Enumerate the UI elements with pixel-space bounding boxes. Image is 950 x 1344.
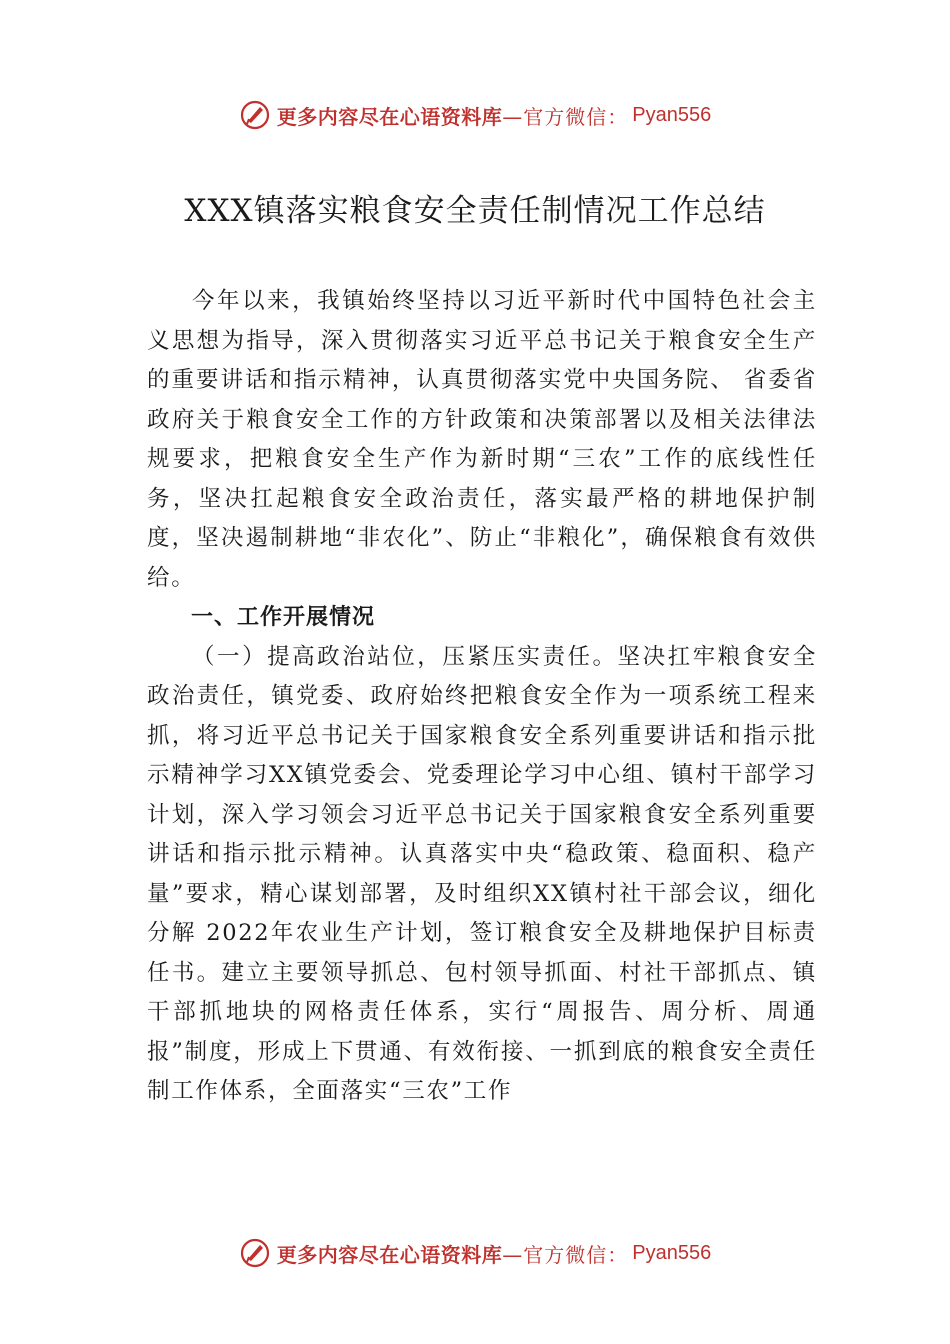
footer-banner	[0, 1233, 950, 1273]
footer-site-text: 更多内容尽在心语资料库	[276, 1242, 503, 1267]
intro-paragraph: 今年以来，我镇始终坚持以习近平新时代中国特色社会主义思想为指导，深入贯彻落实习近平总书记关于粮食安全生产的重要讲话和指示精神，认真贯彻落实党中央国务院、 省委省政府关于粮食安全工作的方针政策和决策部署以及相关法律法规要求，把粮食安全生产作为新时期“三农”工作的底线性任务，坚决扛起粮食安全政治责任，落实最严格的耕地保护制度，坚决遏制耕地“非农化”、防止“非粮化”，确保粮食有效供给。	[147, 288, 817, 591]
section-heading: 一、工作开展情况	[191, 605, 376, 630]
footer-wechat-label: —官方微信：	[502, 1242, 629, 1267]
section-paragraph: （一）提高政治站位，压紧压实责任。坚决扛牢粮食安全政治责任，镇党委、政府始终把粮食安全作为一项系统工程来抓，将习近平总书记关于国家粮食安全系列重要讲话和指示批示精神学习XX镇党委会、党委理论学习中心组、镇村干部学习计划，深入学习领会习近平总书记关于国家粮食安全系列重要讲话和指示批示精神。认真落实中央“稳政策、稳面积、稳产量”要求，精心谋划部署，及时组织XX镇村社干部会议，细化分解 2022年农业生产计划，签订粮食安全及耕地保护目标责任书。建立主要领导抓总、包村领导抓面、村社干部抓点、镇干部抓地块的网格责任体系，实行“周报告、周分析、周通报”制度，形成上下贯通、有效衔接、一抓到底的粮食安全责任制工作体系，全面落实“三农”工作	[147, 643, 817, 1104]
document-body	[147, 282, 817, 1112]
header-wechat-id: Pyan556	[632, 103, 712, 126]
quill-logo-icon	[239, 99, 271, 131]
header-site-text: 更多内容尽在心语资料库	[276, 104, 503, 129]
footer-wechat-id: Pyan556	[632, 1241, 712, 1264]
header-wechat-label: —官方微信：	[502, 104, 629, 129]
header-banner	[0, 95, 950, 135]
quill-logo-icon	[239, 1237, 271, 1269]
document-title: XXX镇落实粮食安全责任制情况工作总结	[184, 193, 766, 229]
